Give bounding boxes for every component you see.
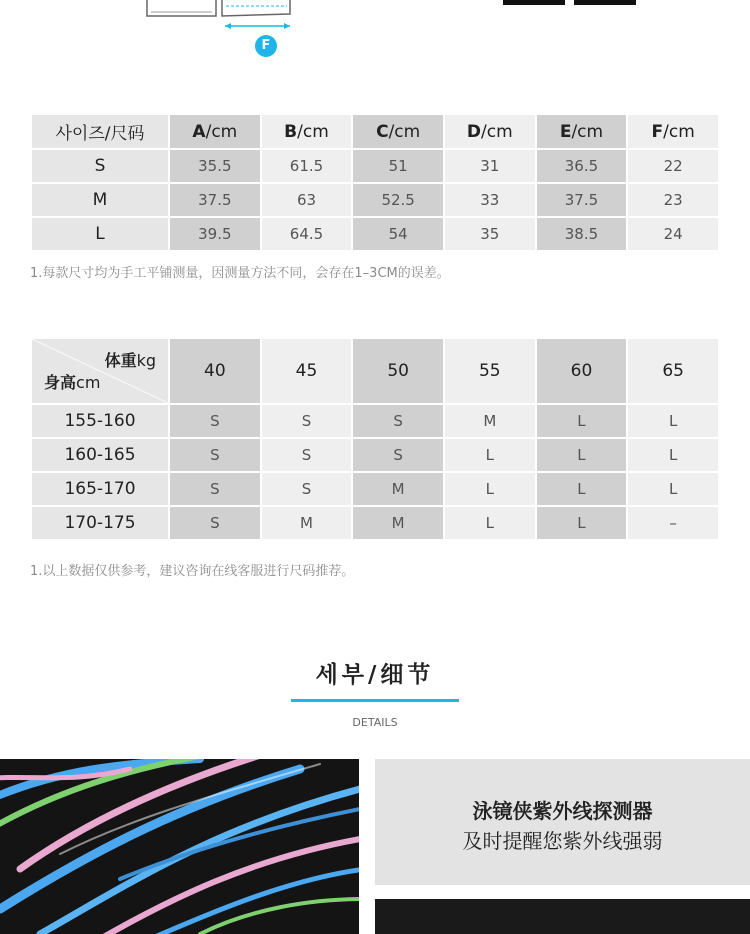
size-corner-label: 사이즈/尺码 (31, 114, 169, 149)
fit-recommendation-table (30, 337, 720, 541)
header-b: B/cm (261, 114, 353, 149)
weight-header: 50 (352, 338, 444, 404)
row-height-label: 170-175 (31, 506, 169, 540)
table-row (31, 438, 719, 472)
table-cell: – (627, 506, 719, 540)
fit-table-note: 1.以上数据仅供参考，建议咨询在线客服进行尺码推荐。 (30, 564, 355, 579)
fabric-pattern-image (0, 759, 359, 934)
weight-header: 55 (444, 338, 536, 404)
table-cell: 37.5 (169, 183, 261, 217)
table-cell: L (536, 472, 628, 506)
table-cell: L (536, 506, 628, 540)
feature-title: 泳镜侠紫外线探测器 (472, 799, 653, 823)
table-cell: 36.5 (536, 149, 628, 183)
table-cell: 35 (444, 217, 536, 251)
table-cell: 24 (627, 217, 719, 251)
weight-header: 60 (536, 338, 628, 404)
table-cell: 23 (627, 183, 719, 217)
row-height-label: 160-165 (31, 438, 169, 472)
header-f: F/cm (627, 114, 719, 149)
details-section-title: 세부/细节 (315, 662, 435, 688)
table-cell: S (169, 404, 261, 438)
row-size-label: S (31, 149, 169, 183)
table-cell: 63 (261, 183, 353, 217)
dark-product-image-fragment (375, 899, 750, 934)
table-cell: S (261, 404, 353, 438)
table-cell: S (169, 472, 261, 506)
details-section-subtitle: DETAILS (352, 716, 398, 729)
table-cell: 61.5 (261, 149, 353, 183)
table-header-row (31, 338, 719, 404)
table-header-row (31, 114, 719, 149)
table-cell: L (536, 438, 628, 472)
table-cell: M (352, 472, 444, 506)
table-cell: L (627, 472, 719, 506)
weight-height-corner (31, 338, 169, 404)
table-row (31, 217, 719, 251)
table-cell: S (352, 404, 444, 438)
table-cell: 51 (352, 149, 444, 183)
measure-f-badge: F (255, 35, 277, 57)
table-cell: S (261, 438, 353, 472)
table-cell: S (169, 438, 261, 472)
header-a: A/cm (169, 114, 261, 149)
weight-header: 65 (627, 338, 719, 404)
size-measurement-table (30, 113, 720, 252)
table-cell: 31 (444, 149, 536, 183)
table-cell: M (261, 506, 353, 540)
table-row (31, 506, 719, 540)
header-e: E/cm (536, 114, 628, 149)
table-cell: 39.5 (169, 217, 261, 251)
table-cell: 35.5 (169, 149, 261, 183)
table-cell: L (444, 438, 536, 472)
row-size-label: L (31, 217, 169, 251)
header-d: D/cm (444, 114, 536, 149)
table-cell: 22 (627, 149, 719, 183)
uv-detector-feature-panel (375, 759, 750, 885)
weight-header: 45 (261, 338, 353, 404)
dark-bar-right (574, 0, 636, 5)
row-height-label: 165-170 (31, 472, 169, 506)
row-size-label: M (31, 183, 169, 217)
table-cell: 33 (444, 183, 536, 217)
table-cell: 54 (352, 217, 444, 251)
table-cell: L (444, 472, 536, 506)
table-cell: 38.5 (536, 217, 628, 251)
table-cell: L (536, 404, 628, 438)
header-c: C/cm (352, 114, 444, 149)
size-table-note: 1.每款尺寸均为手工平铺测量，因测量方法不同，会存在1–3CM的误差。 (30, 266, 450, 281)
table-cell: M (352, 506, 444, 540)
size-diagram-fragment (0, 0, 750, 60)
weight-axis-label: 体重kg (104, 351, 156, 370)
height-axis-label: 身高cm (44, 373, 101, 392)
table-cell: L (444, 506, 536, 540)
table-cell: L (627, 438, 719, 472)
table-row (31, 404, 719, 438)
table-cell: 37.5 (536, 183, 628, 217)
table-cell: S (261, 472, 353, 506)
table-cell: L (627, 404, 719, 438)
feature-description: 及时提醒您紫外线强弱 (462, 829, 663, 853)
table-cell: S (352, 438, 444, 472)
dark-bar-left (503, 0, 565, 5)
details-title-underline (291, 699, 459, 702)
row-height-label: 155-160 (31, 404, 169, 438)
garment-outline-graphic (0, 0, 750, 60)
table-cell: 52.5 (352, 183, 444, 217)
table-row (31, 472, 719, 506)
table-row (31, 183, 719, 217)
table-cell: S (169, 506, 261, 540)
weight-header: 40 (169, 338, 261, 404)
table-cell: 64.5 (261, 217, 353, 251)
table-cell: M (444, 404, 536, 438)
table-row (31, 149, 719, 183)
